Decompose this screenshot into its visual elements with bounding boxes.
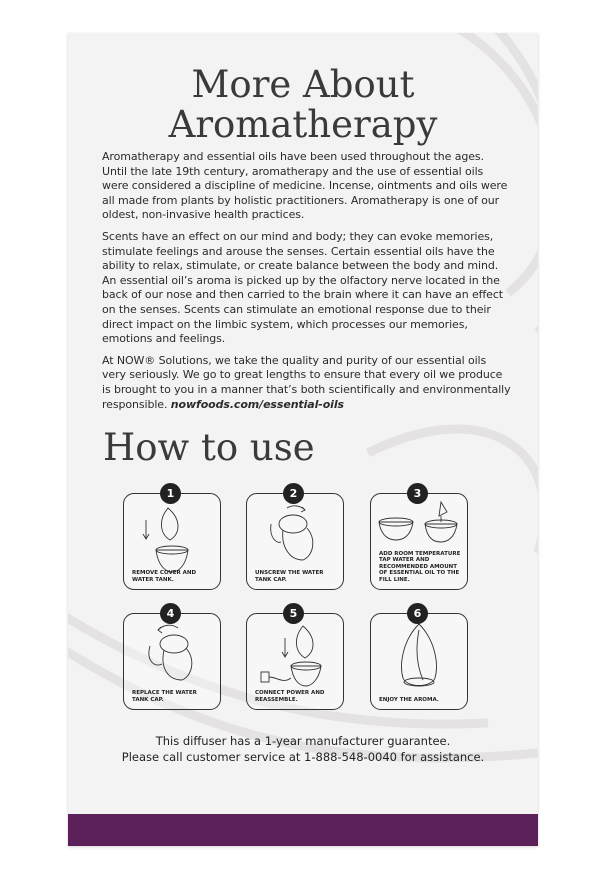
paragraph-scents: Scents have an effect on our mind and body; they can evoke memories, stimulate feelings and arouse the senses. Certain essential oils have the ability to relax, stimulate, or create balance between the body and mind. An essential oil’s aroma is picked up by the olfactory nerve located in the back of our nose and then carried to the brain where it can have an effect on the senses. Scents can stimulate an emotional response due to their direct impact on the limbic system, which processes our memories, emotions and feelings. (102, 229, 504, 346)
step-number-badge: 3 (407, 483, 428, 504)
step-caption: REMOVE COVER AND WATER TANK. (132, 570, 197, 583)
guarantee-line: This diffuser has a 1-year manufacturer guarantee. (155, 734, 451, 748)
step-number-badge: 6 (407, 603, 428, 624)
step-card-1 (123, 487, 221, 590)
step-number-badge: 2 (283, 483, 304, 504)
intro-text (102, 150, 512, 419)
info-card (68, 33, 538, 846)
paragraph-quality-text: At NOW® Solutions, we take the quality and purity of our essential oils very seriously. We go to great lengths to ensure that every oil we produce is brought to you in a manner that’s both scientifically and environmentally responsible. (102, 353, 511, 411)
paragraph-quality (102, 354, 512, 412)
step-caption: UNSCREW THE WATER TANK CAP. (255, 570, 324, 583)
step-caption: ENJOY THE AROMA. (379, 696, 439, 703)
step-card-6 (370, 607, 468, 710)
customer-service-line: Please call customer service at 1-888-548-0040 for assistance. (121, 750, 485, 764)
diffuser-illustration (371, 614, 467, 709)
paragraph-history: Aromatherapy and essential oils have been used throughout the ages. Until the late 19th century, aromatherapy and the use of essential oils were considered a discipline of medicine. Incense, ointments and oils were all made from plants by holistic practitioners. Aromatherapy is one of our oldest, non-invasive health practices. (102, 150, 508, 222)
step-card-5 (246, 607, 344, 710)
page-title (68, 65, 538, 145)
step-number-badge: 5 (283, 603, 304, 624)
title-line-1: More About (191, 63, 415, 106)
step-caption: CONNECT POWER AND REASSEMBLE. (255, 690, 325, 703)
title-line-2: Aromatherapy (168, 103, 438, 146)
purple-bottom-band (68, 814, 538, 846)
step-card-3 (370, 487, 468, 590)
guarantee-notice (68, 733, 538, 765)
step-caption: REPLACE THE WATER TANK CAP. (132, 690, 197, 703)
how-to-use-heading: How to use (103, 426, 315, 469)
step-caption: ADD ROOM TEMPERATURE TAP WATER AND RECOMMENDED AMOUNT OF ESSENTIAL OIL TO THE FILL LINE. (379, 550, 461, 583)
step-number-badge: 1 (160, 483, 181, 504)
website-link[interactable]: nowfoods.com/essential-oils (170, 397, 344, 411)
step-card-4 (123, 607, 221, 710)
step-number-badge: 4 (160, 603, 181, 624)
step-card-2 (246, 487, 344, 590)
